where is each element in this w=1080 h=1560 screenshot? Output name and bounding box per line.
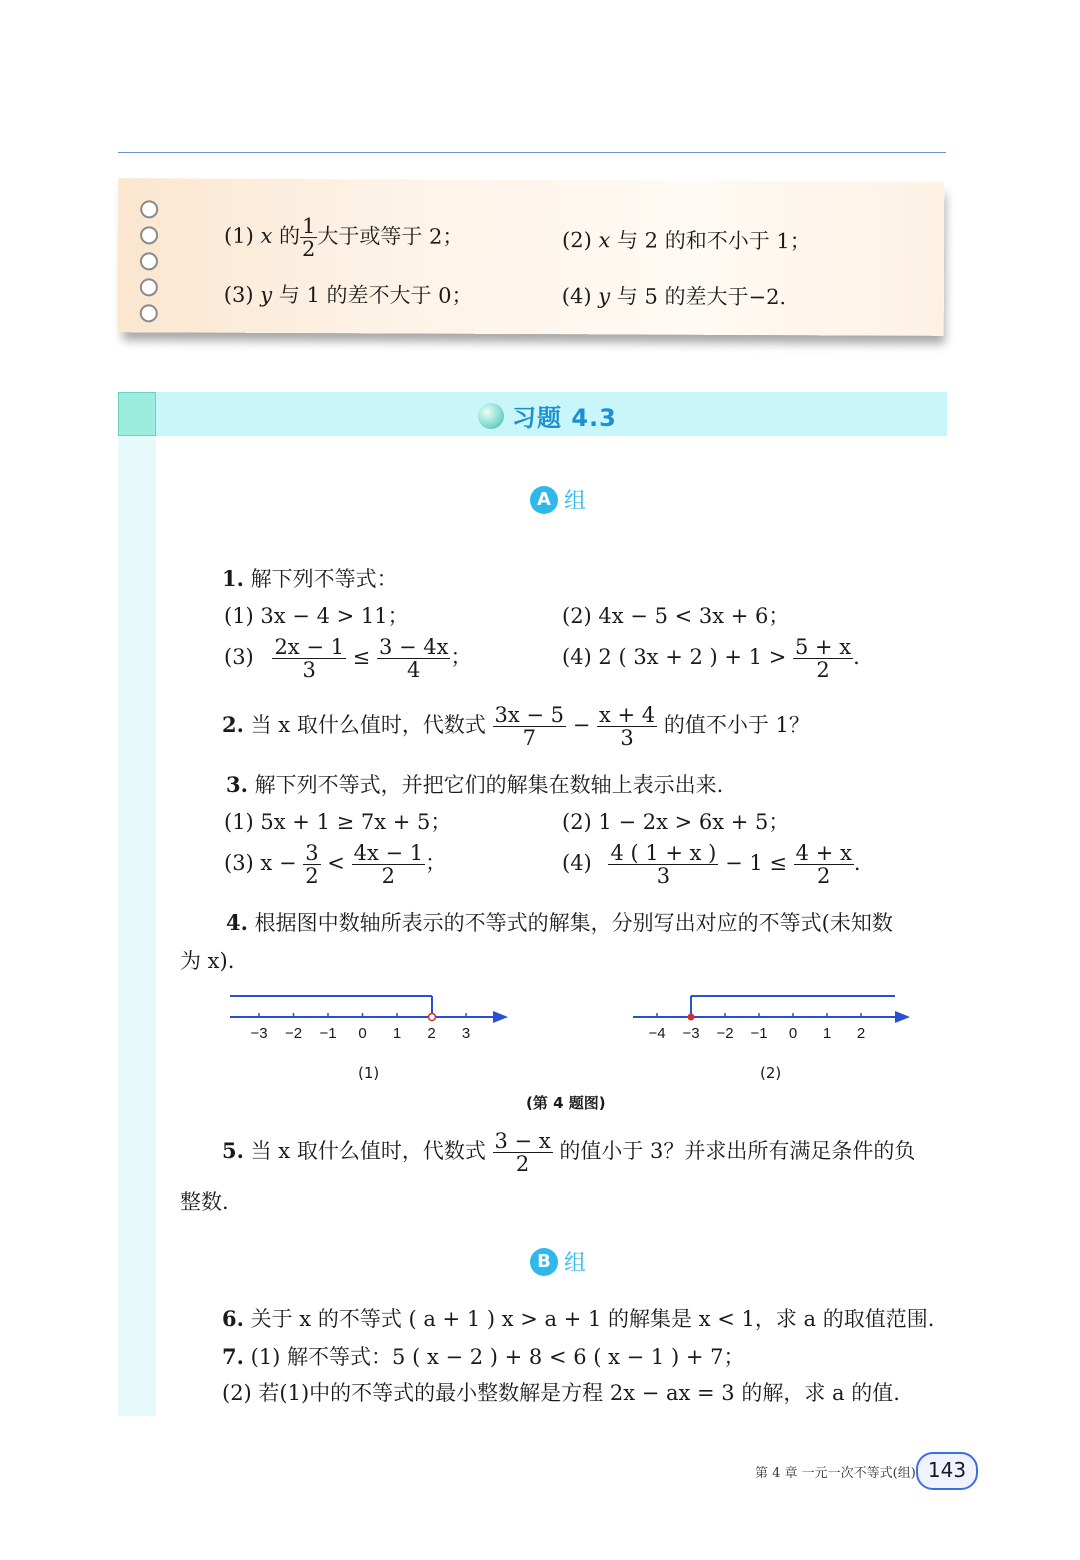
- q1-part-2: (2) 4x − 5 < 3x + 6；: [562, 604, 790, 628]
- question-4: 4. 根据图中数轴所表示的不等式的解集，分别写出对应的不等式(未知数: [226, 910, 893, 935]
- notepad-item-2: (2) x 与 2 的和不小于 1；: [562, 228, 811, 254]
- tick-label: 0: [358, 1025, 367, 1042]
- question-6: 6. 关于 x 的不等式 ( a + 1 ) x > a + 1 的解集是 x < 1，求 a 的取值范围.: [222, 1306, 935, 1331]
- tick-label: 2: [427, 1025, 436, 1042]
- header-marker: [118, 392, 156, 436]
- q3-part-3: (3) x − $\frac{3}{2}$ < $\frac{4x - 1}{2}$ ；: [224, 841, 447, 889]
- left-margin-band: [118, 436, 156, 1416]
- question-5: 5. 当 x 取什么值时，代数式 $\frac{3 - x}{2}$ 的值小于 3？并求出所有满足条件的负: [222, 1129, 916, 1177]
- tick-label: −1: [750, 1025, 768, 1042]
- group-a-heading: A 组: [530, 484, 586, 515]
- notepad-item-4: (4) y 与 5 的差大于−2.: [561, 284, 787, 310]
- tick-label: −2: [716, 1025, 734, 1042]
- number-line-fig-2: [628, 986, 918, 1046]
- axis-arrow-icon: [895, 1011, 910, 1023]
- binder-ring: [140, 304, 158, 322]
- globe-icon: [478, 403, 504, 429]
- question-3: 3. 解下列不等式，并把它们的解集在数轴上表示出来.: [226, 772, 724, 797]
- question-5-cont: 整数.: [180, 1190, 229, 1214]
- q3-part-4: (4) $\frac{4 ( 1 + x )}{3}$ − 1 ≤ $\frac{4 + x}{2}$ .: [562, 841, 861, 889]
- fig-2-caption: (2): [760, 1064, 782, 1082]
- closed-endpoint: [688, 1014, 695, 1021]
- tick-label: 1: [392, 1025, 402, 1042]
- binder-ring: [140, 226, 158, 244]
- question-1: 1. 解下列不等式：: [222, 566, 398, 591]
- page-number: 143: [916, 1452, 978, 1490]
- tick-label: 0: [788, 1025, 798, 1042]
- chapter-footer: 第 4 章 一元一次不等式(组): [755, 1466, 916, 1481]
- tick-label: −3: [250, 1025, 268, 1042]
- tick-label: 2: [856, 1025, 866, 1042]
- tick-label: 3: [461, 1025, 471, 1042]
- notepad-item-1: (1) x 的 $\frac{1}{2}$ 大于或等于 2；: [224, 214, 464, 262]
- fig-1-caption: (1): [358, 1064, 380, 1082]
- open-endpoint: [429, 1014, 436, 1021]
- q1-part-4: (4) 2 ( 3x + 2 ) + 1 > $\frac{5 + x}{2}$ .: [562, 635, 860, 683]
- tick-label: −3: [682, 1025, 700, 1042]
- q1-part-1: (1) 3x − 4 > 11；: [224, 604, 409, 628]
- question-7: 7. (1) 解不等式：5 ( x − 2 ) + 8 < 6 ( x − 1 ) + 7；: [222, 1344, 745, 1369]
- question-7-part-2: (2) 若(1)中的不等式的最小整数解是方程 2x − ax = 3 的解，求 a 的值.: [222, 1381, 900, 1405]
- group-a-badge: A: [530, 486, 558, 514]
- tick-label: −2: [284, 1025, 303, 1042]
- group-b-badge: B: [530, 1248, 558, 1276]
- notepad-card: [118, 178, 945, 336]
- binder-ring: [140, 278, 158, 296]
- q3-part-2: (2) 1 − 2x > 6x + 5；: [562, 810, 790, 834]
- notepad-item-3: (3) y 与 1 的差不大于 0；: [223, 282, 473, 308]
- question-4-cont: 为 x).: [180, 949, 235, 973]
- figure-caption: (第 4 题图): [526, 1094, 606, 1112]
- q1-part-3: (3) $\frac{2x - 1}{3}$ ≤ $\frac{3 - 4x}{4}$ ；: [224, 635, 472, 683]
- binder-ring: [140, 252, 158, 270]
- tick-label: −4: [648, 1025, 666, 1042]
- question-2: 2. 当 x 取什么值时，代数式 $\frac{3x - 5}{7}$ − $\frac{x + 4}{3}$ 的值不小于 1？: [222, 703, 810, 751]
- axis-arrow-icon: [493, 1011, 508, 1023]
- binder-ring: [140, 200, 158, 218]
- tick-label: 1: [822, 1025, 832, 1042]
- group-b-heading: B 组: [530, 1246, 586, 1277]
- number-line-fig-1: [225, 986, 525, 1046]
- tick-label: −1: [319, 1025, 337, 1042]
- exercise-title: 习题 4.3: [478, 398, 617, 433]
- top-rule: [118, 152, 946, 153]
- q3-part-1: (1) 5x + 1 ≥ 7x + 5；: [224, 810, 452, 834]
- exercise-header: [118, 392, 947, 436]
